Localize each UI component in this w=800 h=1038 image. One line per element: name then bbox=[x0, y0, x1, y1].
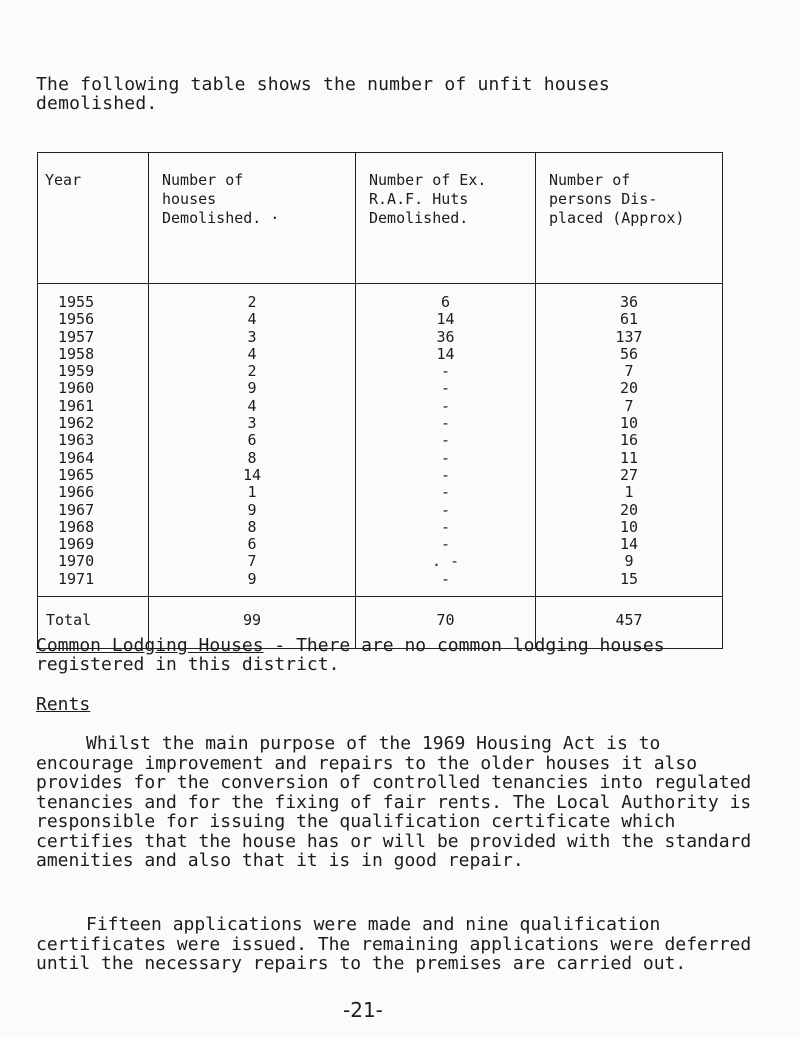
year-header bbox=[38, 153, 149, 284]
total-persons: 457 bbox=[536, 597, 723, 649]
cell-huts: 14 bbox=[356, 311, 536, 328]
cell-year: 1970 bbox=[38, 553, 149, 570]
persons-header-line: Number of bbox=[549, 171, 631, 189]
rents-paragraph-1 bbox=[36, 734, 756, 871]
cell-persons: 15 bbox=[536, 571, 723, 597]
table-row bbox=[38, 329, 723, 346]
rents-paragraph-1-text: Whilst the main purpose of the 1969 Housing Act is to encourage improvement and repairs to the older houses it also provides for the conversion of controlled tenancies into regulated tenancies and for the fixing of fair rents. The Local Authority is responsible for issuing the qualification certificate which certifies that the house has or will be provided with the standard amenities and also that it is in good repair. bbox=[36, 733, 752, 871]
cell-persons: 56 bbox=[536, 346, 723, 363]
cell-year: 1955 bbox=[38, 284, 149, 312]
demolished-houses-table bbox=[37, 152, 723, 649]
cell-huts: - bbox=[356, 432, 536, 449]
cell-persons: 11 bbox=[536, 450, 723, 467]
cell-persons: 10 bbox=[536, 415, 723, 432]
cell-houses: 1 bbox=[149, 484, 356, 501]
cell-persons: 20 bbox=[536, 380, 723, 397]
cell-year: 1961 bbox=[38, 398, 149, 415]
cell-year: 1963 bbox=[38, 432, 149, 449]
cell-houses: 6 bbox=[149, 432, 356, 449]
cell-persons: 137 bbox=[536, 329, 723, 346]
table-row bbox=[38, 467, 723, 484]
table-row bbox=[38, 450, 723, 467]
cell-persons: 14 bbox=[536, 536, 723, 553]
cell-year: 1966 bbox=[38, 484, 149, 501]
cell-huts: 14 bbox=[356, 346, 536, 363]
table-row bbox=[38, 398, 723, 415]
cell-huts: - bbox=[356, 484, 536, 501]
cell-huts: 6 bbox=[356, 284, 536, 312]
rents-paragraph-2-text: Fifteen applications were made and nine qualification certificates were issued. The remaining applications were deferred until the necessary repairs to the premises are carried out. bbox=[36, 914, 752, 974]
cell-persons: 20 bbox=[536, 502, 723, 519]
table-row bbox=[38, 284, 723, 312]
cell-houses: 7 bbox=[149, 553, 356, 570]
table-row bbox=[38, 346, 723, 363]
cell-huts: - bbox=[356, 571, 536, 597]
rents-title: Rents bbox=[36, 694, 91, 715]
table-body bbox=[38, 284, 723, 597]
total-label: Total bbox=[38, 597, 149, 649]
table-row bbox=[38, 380, 723, 397]
cell-huts: - bbox=[356, 536, 536, 553]
cell-year: 1959 bbox=[38, 363, 149, 380]
huts-header-line: R.A.F. Huts bbox=[369, 190, 469, 208]
cell-houses: 14 bbox=[149, 467, 356, 484]
cell-houses: 4 bbox=[149, 398, 356, 415]
cell-year: 1958 bbox=[38, 346, 149, 363]
table-row bbox=[38, 519, 723, 536]
persons-header-line: persons Dis- bbox=[549, 190, 658, 208]
cell-year: 1962 bbox=[38, 415, 149, 432]
cell-houses: 9 bbox=[149, 380, 356, 397]
table-row bbox=[38, 571, 723, 597]
cell-persons: 9 bbox=[536, 553, 723, 570]
rents-paragraph-2 bbox=[36, 915, 756, 974]
total-huts: 70 bbox=[356, 597, 536, 649]
cell-huts: - bbox=[356, 467, 536, 484]
common-lodging-section bbox=[36, 636, 756, 674]
huts-header-line: Demolished. bbox=[369, 209, 469, 227]
table-row bbox=[38, 415, 723, 432]
cell-huts: - bbox=[356, 398, 536, 415]
cell-houses: 3 bbox=[149, 329, 356, 346]
cell-houses: 3 bbox=[149, 415, 356, 432]
table-row bbox=[38, 502, 723, 519]
cell-houses: 9 bbox=[149, 571, 356, 597]
cell-houses: 8 bbox=[149, 450, 356, 467]
cell-houses: 4 bbox=[149, 311, 356, 328]
cell-houses: 8 bbox=[149, 519, 356, 536]
intro-text: The following table shows the number of unfit houses demolished. bbox=[36, 74, 610, 114]
houses-header-line: houses bbox=[162, 190, 217, 208]
cell-persons: 10 bbox=[536, 519, 723, 536]
cell-huts: - bbox=[356, 363, 536, 380]
cell-huts: - bbox=[356, 380, 536, 397]
huts-header bbox=[356, 153, 536, 284]
common-lodging-text: - There are no common lodging houses registered in this district. bbox=[36, 635, 665, 675]
table-row bbox=[38, 432, 723, 449]
cell-huts: - bbox=[356, 519, 536, 536]
page-number: -21- bbox=[343, 998, 383, 1022]
total-houses: 99 bbox=[149, 597, 356, 649]
cell-persons: 7 bbox=[536, 398, 723, 415]
cell-year: 1967 bbox=[38, 502, 149, 519]
cell-houses: 2 bbox=[149, 363, 356, 380]
cell-year: 1965 bbox=[38, 467, 149, 484]
persons-header bbox=[536, 153, 723, 284]
table-row bbox=[38, 311, 723, 328]
table-row bbox=[38, 363, 723, 380]
cell-houses: 6 bbox=[149, 536, 356, 553]
cell-persons: 61 bbox=[536, 311, 723, 328]
year-header-line: Year bbox=[45, 171, 82, 189]
persons-header-line: placed (Approx) bbox=[549, 209, 685, 227]
cell-persons: 16 bbox=[536, 432, 723, 449]
cell-year: 1957 bbox=[38, 329, 149, 346]
cell-huts: - bbox=[356, 450, 536, 467]
cell-houses: 2 bbox=[149, 284, 356, 312]
cell-huts: - bbox=[356, 502, 536, 519]
table-row bbox=[38, 553, 723, 570]
cell-year: 1969 bbox=[38, 536, 149, 553]
cell-persons: 7 bbox=[536, 363, 723, 380]
huts-header-line: Number of Ex. bbox=[369, 171, 487, 189]
houses-header-line: Number of bbox=[162, 171, 244, 189]
cell-huts: . - bbox=[356, 553, 536, 570]
table-row bbox=[38, 484, 723, 501]
cell-huts: - bbox=[356, 415, 536, 432]
common-lodging-title: Common Lodging Houses bbox=[36, 635, 264, 656]
houses-header-line: Demolished. · bbox=[162, 209, 280, 227]
cell-year: 1956 bbox=[38, 311, 149, 328]
cell-persons: 1 bbox=[536, 484, 723, 501]
cell-year: 1968 bbox=[38, 519, 149, 536]
cell-year: 1964 bbox=[38, 450, 149, 467]
houses-header bbox=[149, 153, 356, 284]
cell-huts: 36 bbox=[356, 329, 536, 346]
cell-persons: 36 bbox=[536, 284, 723, 312]
table-row bbox=[38, 536, 723, 553]
table-header-row bbox=[38, 153, 723, 284]
cell-year: 1960 bbox=[38, 380, 149, 397]
cell-houses: 4 bbox=[149, 346, 356, 363]
cell-year: 1971 bbox=[38, 571, 149, 597]
cell-houses: 9 bbox=[149, 502, 356, 519]
cell-persons: 27 bbox=[536, 467, 723, 484]
